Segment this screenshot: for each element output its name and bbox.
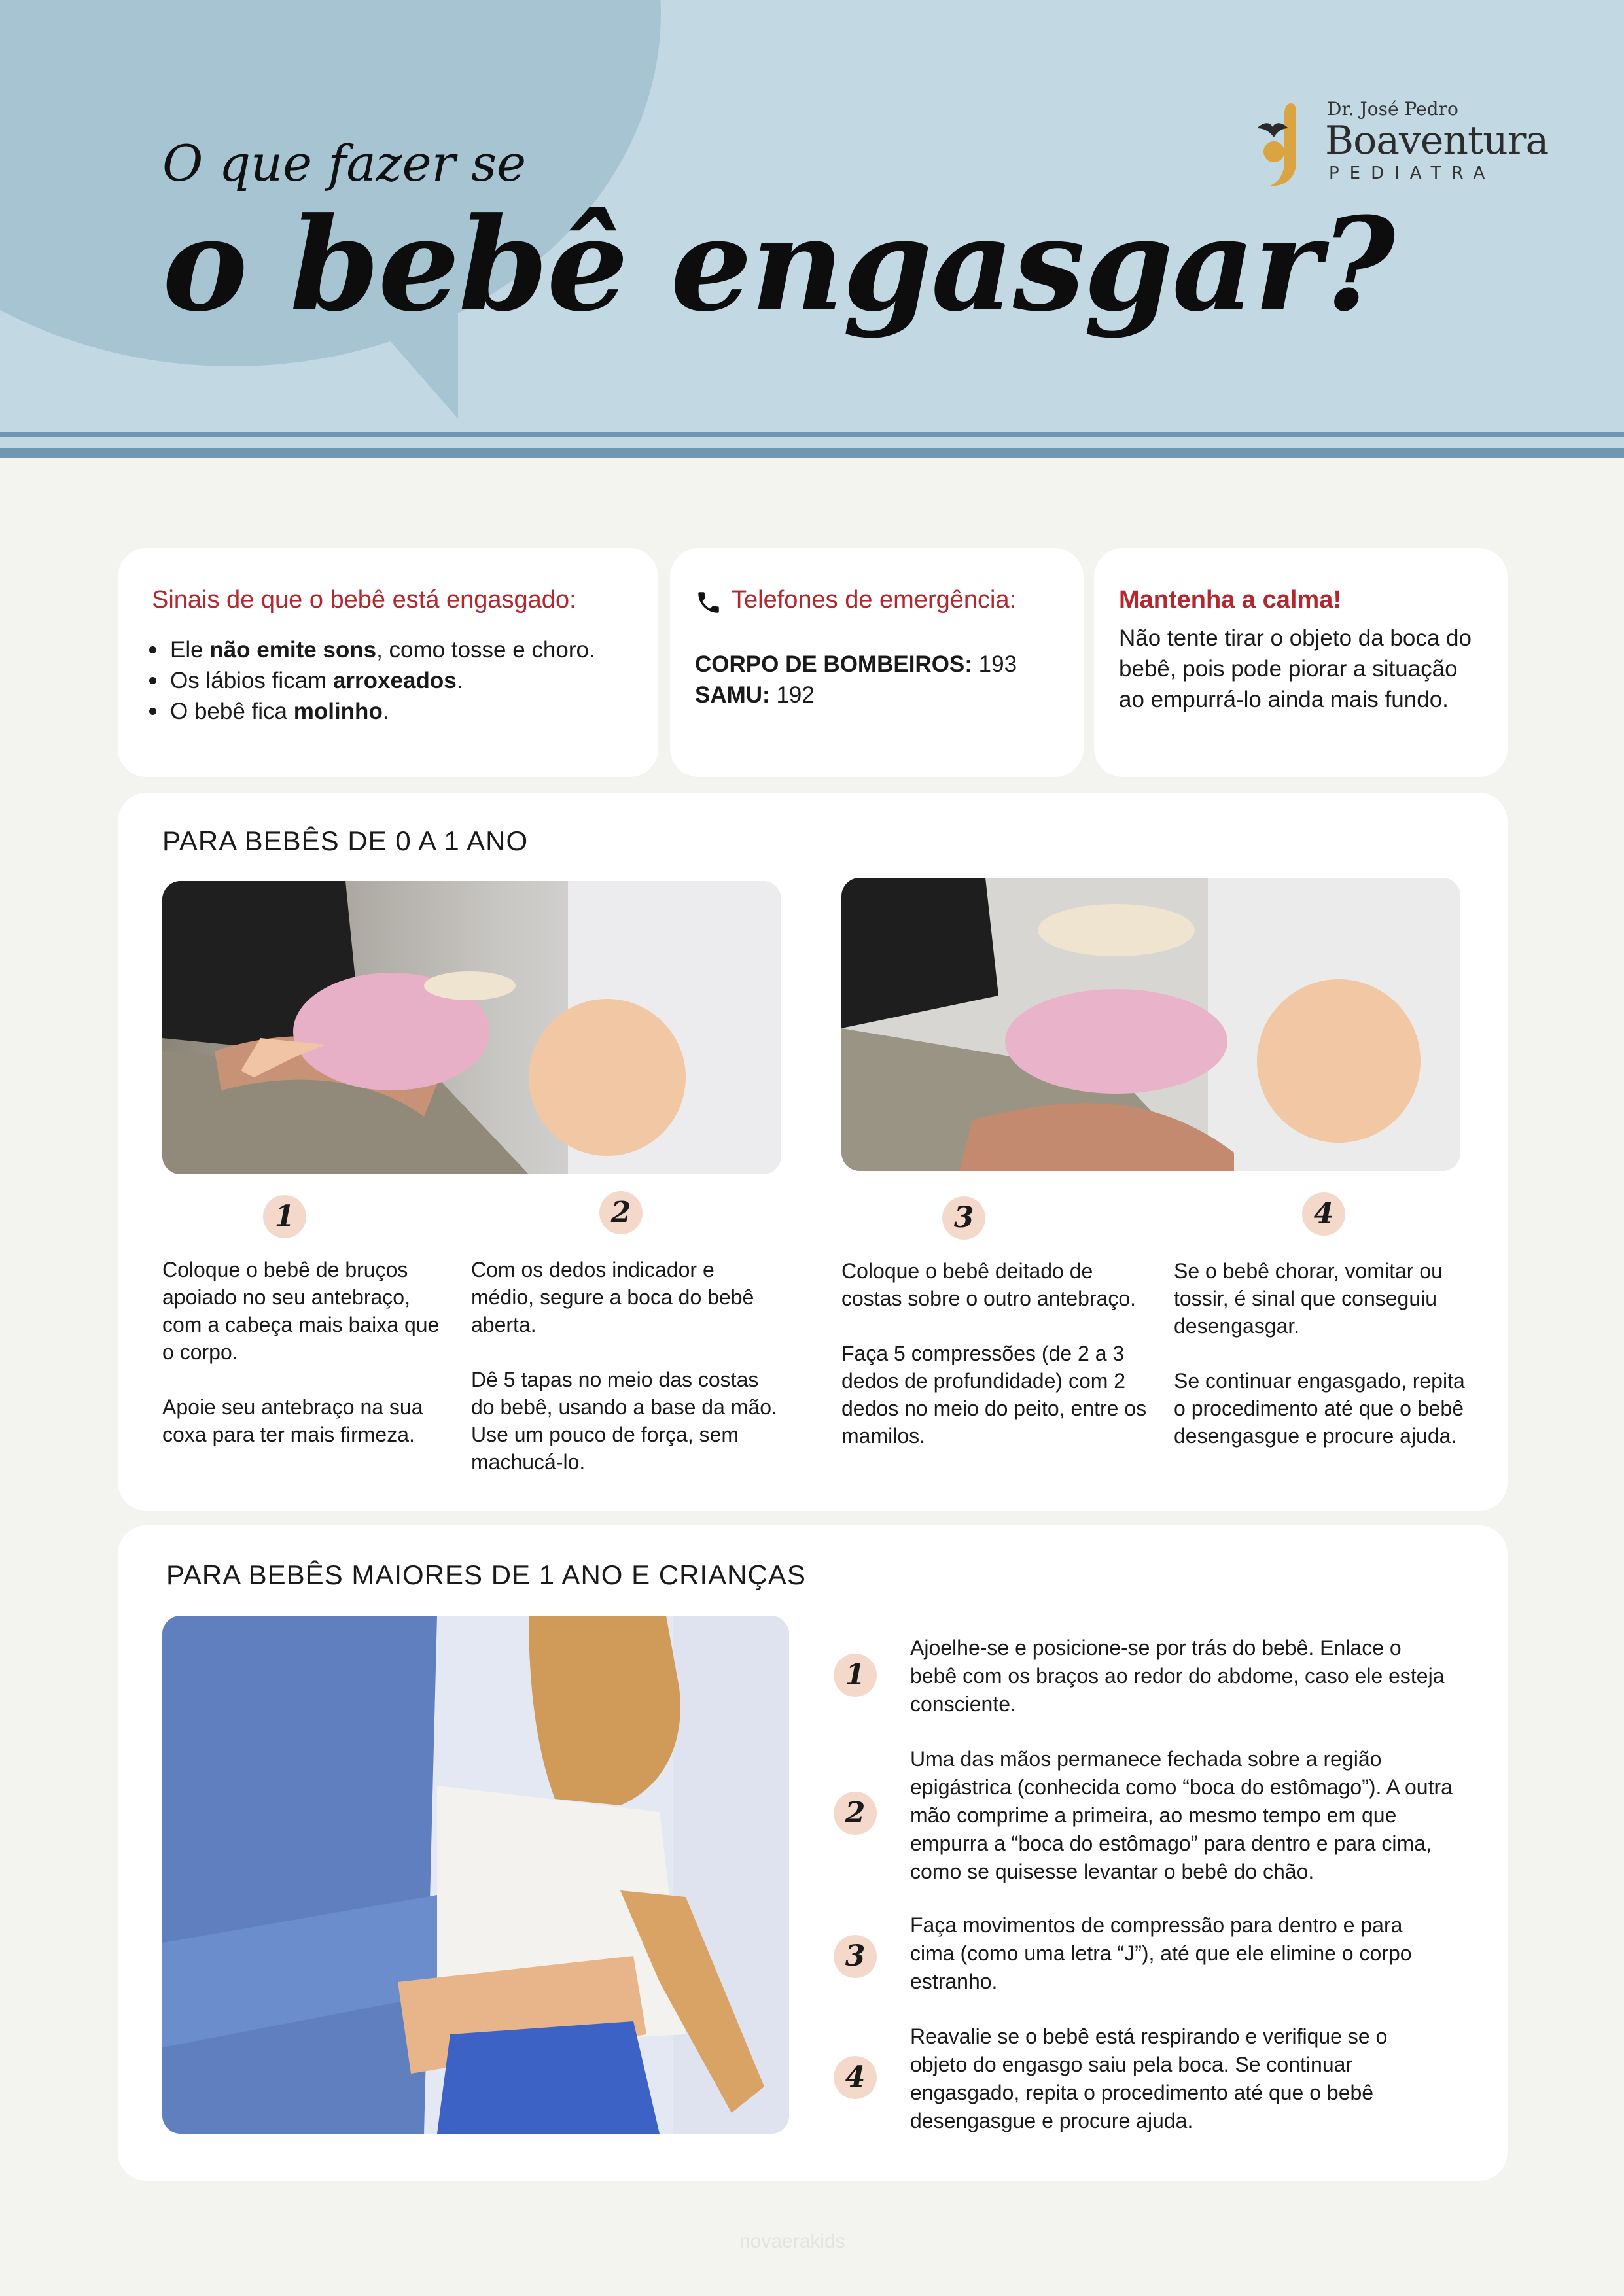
logo-doctor-name: Dr. José Pedro xyxy=(1327,98,1458,120)
infant-chest-compression-photo xyxy=(841,878,1460,1171)
step-number-2: 2 xyxy=(599,1191,643,1234)
child-step-2-text: Uma das mãos permanece fechada sobre a região epigástrica (conhecida como “boca do estômago”). A outra mão comprime a primeira, ao mesmo tempo em que empurra a “boca do estômago” para dentro e para cima, como se quisesse levantar o bebê do chão. xyxy=(910,1747,1453,1883)
phones-heading: Telefones de emergência: xyxy=(732,586,1017,614)
child-heimlich-photo xyxy=(162,1616,789,2134)
logo-mark-icon xyxy=(1253,99,1318,188)
child-step-number-2: 2 xyxy=(834,1792,877,1835)
child-step-4-text: Reavalie se o bebê está respirando e verifique se o objeto do engasgo saiu pela boca. Se continuar engasgado, repita o procedimento até que o bebê desengasgue e procure ajuda. xyxy=(910,2025,1388,2132)
infant-step-1-text: Coloque o bebê de bruços apoiado no seu antebraço, com a cabeça mais baixa que o corpo. Apoie seu antebraço na sua coxa para ter mais firmeza. xyxy=(162,1258,440,1446)
sign-item: O bebê fica molinho. xyxy=(145,696,649,727)
calm-card xyxy=(1094,548,1508,777)
children-section xyxy=(118,1525,1508,2181)
header-banner xyxy=(0,0,1624,458)
phones-list xyxy=(695,649,1017,710)
divider-line xyxy=(0,432,1624,437)
divider-line-thick xyxy=(0,448,1624,458)
calm-heading: Mantenha a calma! xyxy=(1119,586,1341,614)
step-number-4: 4 xyxy=(1302,1192,1345,1236)
child-step-3-text: Faça movimentos de compressão para dentro e para cima (como uma letra “J”), até que ele elimine o corpo estranho. xyxy=(910,1913,1412,1993)
logo-specialty: PEDIATRA xyxy=(1329,164,1496,183)
page-title: o bebê engasgar? xyxy=(162,190,1394,340)
infants-section xyxy=(118,793,1508,1511)
infant-back-blows-photo xyxy=(162,881,781,1174)
phones-card xyxy=(670,548,1084,777)
logo xyxy=(1253,98,1549,190)
page-subtitle: O que fazer se xyxy=(162,134,527,192)
child-step-1-text: Ajoelhe-se e posicione-se por trás do bebê. Enlace o bebê com os braços ao redor do abdome, caso ele esteja consciente. xyxy=(910,1636,1445,1716)
sign-item: Ele não emite sons, como tosse e choro. xyxy=(145,635,649,665)
infant-step-2-text: Com os dedos indicador e médio, segure a boca do bebê aberta. Dê 5 tapas no meio das costas do bebê, usando a base da mão. Use um pouco de força, sem machucá-lo. xyxy=(471,1258,777,1474)
child-step-number-3: 3 xyxy=(834,1935,877,1978)
footer-watermark: novaerakids xyxy=(739,2231,845,2252)
step-number-1: 1 xyxy=(263,1195,306,1238)
calm-text: Não tente tirar o objeto da boca do bebê, pois pode piorar a situação ao empurrá-lo ainda mais fundo. xyxy=(1119,625,1472,712)
signs-list xyxy=(145,635,649,727)
phone-icon xyxy=(695,589,722,616)
signs-heading: Sinais de que o bebê está engasgado: xyxy=(152,586,576,614)
step-number-3: 3 xyxy=(942,1196,985,1240)
children-heading: PARA BEBÊS MAIORES DE 1 ANO E CRIANÇAS xyxy=(166,1559,806,1590)
sign-item: Os lábios ficam arroxeados. xyxy=(145,665,649,696)
child-step-number-4: 4 xyxy=(834,2056,877,2099)
infant-step-4-text: Se o bebê chorar, vomitar ou tossir, é sinal que conseguiu desengasgar. Se continuar engasgado, repita o procedimento até que o bebê desengasgue e procure ajuda. xyxy=(1174,1259,1465,1448)
child-step-number-1: 1 xyxy=(834,1654,877,1697)
infant-step-3-text: Coloque o bebê deitado de costas sobre o outro antebraço. Faça 5 compressões (de 2 a 3 dedos de profundidade) com 2 dedos no meio do peito, entre os mamilos. xyxy=(841,1259,1147,1448)
phone-line-bombeiros: CORPO DE BOMBEIROS: 193 xyxy=(695,652,1017,677)
infants-heading: PARA BEBÊS DE 0 A 1 ANO xyxy=(162,826,529,856)
logo-surname: Boaventura xyxy=(1325,118,1549,164)
phone-line-samu: SAMU: 192 xyxy=(695,682,815,708)
signs-card xyxy=(118,548,658,777)
